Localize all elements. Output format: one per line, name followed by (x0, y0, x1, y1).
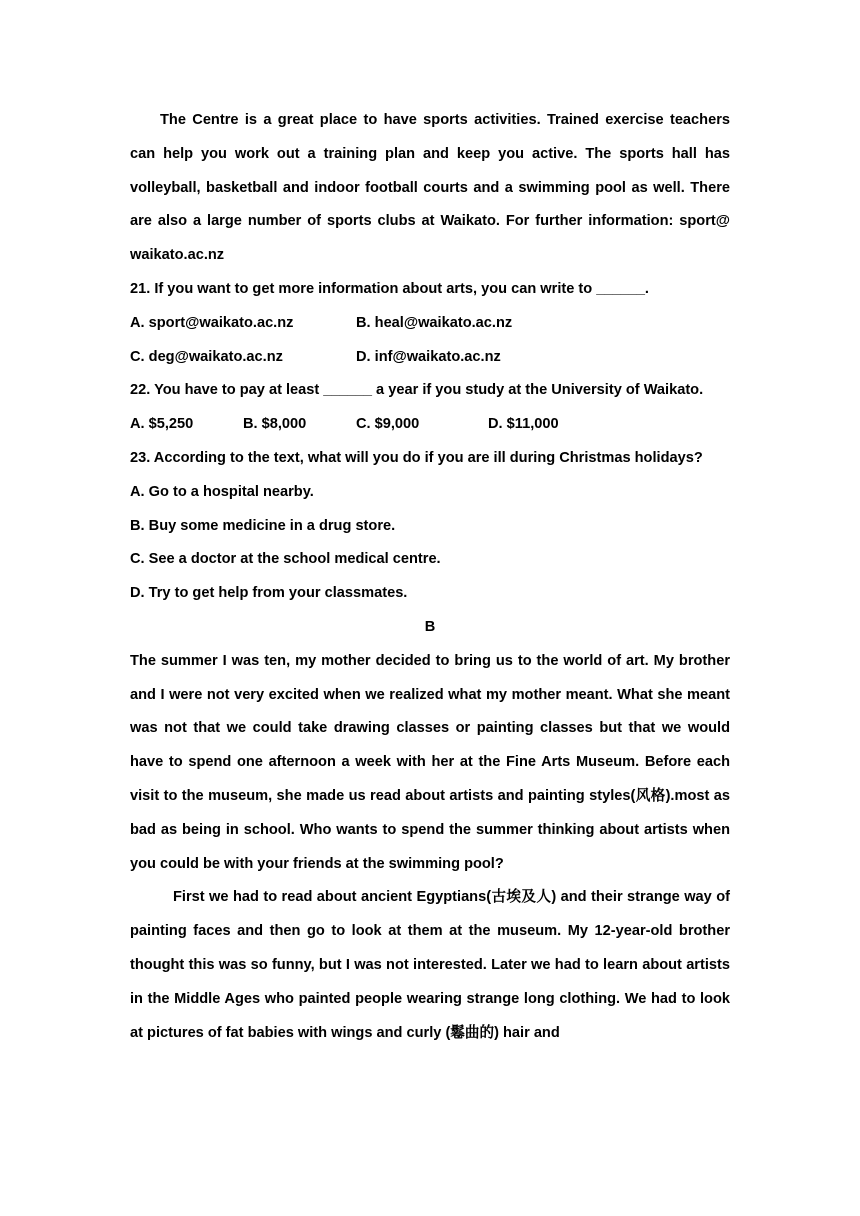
question-23-option-a: A. Go to a hospital nearby. (130, 483, 314, 500)
question-23-option-d: D. Try to get help from your classmates. (130, 585, 408, 602)
passage-a-paragraph: The Centre is a great place to have sports activities. Trained exercise teachers can help you work out a training plan and keep you active. The sports hall has volleyball, basketball and indoor football courts and a swimming pool as well. There are also a large number of sports clubs at Waikato. For further information: sport@ waikato.ac.nz (130, 112, 730, 264)
question-22-options-row (130, 408, 730, 442)
question-23-option-b: B. Buy some medicine in a drug store. (130, 517, 396, 534)
question-21-options-row-1 (130, 307, 730, 341)
question-23-stem: 23. According to the text, what will you do if you are ill during Christmas holidays? (130, 449, 703, 466)
document-page (130, 104, 730, 1050)
question-21-option-c: C. deg@waikato.ac.nz (130, 348, 283, 365)
question-21-option-b: B. heal@waikato.ac.nz (356, 314, 513, 331)
question-22-option-c: C. $9,000 (356, 416, 420, 433)
question-21-option-d: D. inf@waikato.ac.nz (356, 348, 501, 365)
question-21-stem: 21. If you want to get more information about arts, you can write to ______. (130, 280, 649, 297)
question-22-option-b: B. $8,000 (243, 416, 307, 433)
question-23-option-c: C. See a doctor at the school medical centre. (130, 551, 441, 568)
section-b-heading: B (424, 618, 436, 635)
section-b-paragraph-1: The summer I was ten, my mother decided to bring us to the world of art. My brother and I were not very excited when we realized what my mother meant. What she meant was not that we could take drawing classes or painting classes but that we would have to spend one afternoon a week with her at the Fine Arts Museum. Before each visit to the museum, she made us read about artists and painting styles(风格).most as bad as being in school. Who wants to spend the summer thinking about artists when you could be with your friends at the swimming pool? (130, 652, 730, 872)
question-22-stem: 22. You have to pay at least ______ a year if you study at the University of Waikato. (130, 382, 704, 399)
question-22-option-a: A. $5,250 (130, 416, 194, 433)
question-21-option-a: A. sport@waikato.ac.nz (130, 314, 294, 331)
question-21-options-row-2 (130, 341, 730, 375)
question-22-option-d: D. $11,000 (488, 416, 559, 433)
section-b-paragraph-2: First we had to read about ancient Egyptians(古埃及人) and their strange way of painting faces and then go to look at them at the museum. My 12-year-old brother thought this was so funny, but I was not interested. Later we had to learn about artists in the Middle Ages who painted people wearing strange long clothing. We had to look at pictures of fat babies with wings and curly (鬈曲的) hair and (130, 889, 730, 1041)
